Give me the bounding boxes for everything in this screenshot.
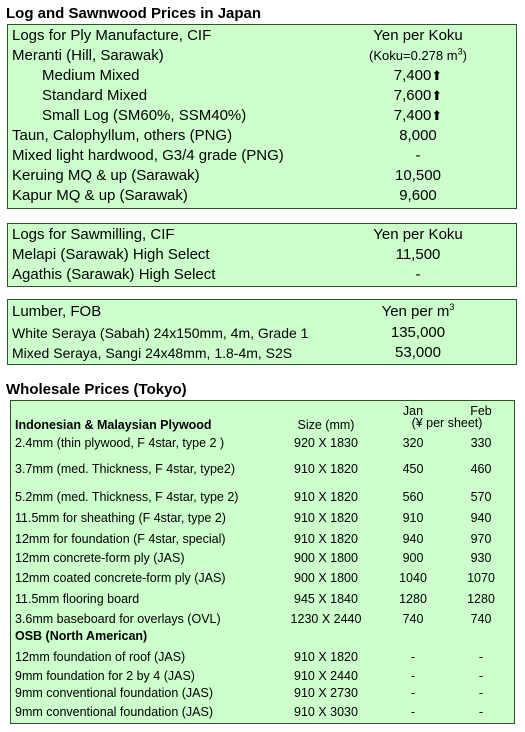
up-arrow-icon: ⬆ — [431, 108, 443, 123]
ply-log-row: Mixed light hardwood, G3/4 grade (PNG) - — [12, 147, 421, 164]
ply-logs-unit: Yen per Koku — [373, 27, 463, 44]
ply-log-row: Taun, Calophyllum, others (PNG) 8,000 — [12, 127, 437, 144]
jan-header: Jan — [402, 404, 424, 418]
saw-log-row: Agathis (Sarawak) High Select - — [12, 266, 421, 283]
wholesale-panel: Jan Feb Indonesian & Malaysian Plywood Size (mm) (¥ per sheet) 2.4mm (thin plywood, F 4star, type 2 ) 920 X 1830 320 330 3.7mm (med. Thickness, F 4star, type2) 910 X 1820 450 460 5.2mm (med. Thickness, F 4star, type 2) 910 X 1820 560 570 11.5mm for sheathing (F 4star, type 2) 910 X 1820 910 940 12mm for foundation (F 4star, special) 910 X 1820 940 970 12mm concrete-form ply (JAS) 900 X 1800 900 930 12mm coated concrete-form ply (JAS) 900 X 1800 1040 1070 11.5mm flooring board 945 X 1840 1280 1280 3.6mm baseboard for overlays (OVL) 1230 X 2440 740 740 OSB (North American) 12mm foundation of roof (JAS) 910 X 1820 - - 9mm foundation for 2 by 4 (JAS) 910 X 2440 - - 9mm conventional foundation (JAS) 910 X 2730 - - 9mm conventional foundation (JAS) 910 X 3030 - - — [10, 400, 515, 724]
group-osb-label: OSB (North American) — [15, 629, 148, 643]
lumber-unit: Yen per $m^3$ — [381, 302, 455, 320]
group-plywood-label: Indonesian & Malaysian Plywood — [15, 418, 212, 432]
lumber-panel — [7, 299, 517, 365]
saw-logs-panel — [7, 223, 517, 287]
saw-log-row: Melapi (Sarawak) High Select 11,500 — [12, 246, 441, 263]
koku-note: (Koku=0.278 $m^3$) — [369, 46, 467, 63]
size-header: Size (mm) — [297, 418, 355, 432]
ply-log-row: Kapur MQ & up (Sarawak) 9,600 — [12, 187, 437, 204]
ply-log-row: Medium Mixed 7,400⬆ — [42, 67, 443, 84]
saw-logs-unit: Yen per Koku — [373, 226, 463, 243]
ply-log-row: Standard Mixed 7,600⬆ — [42, 87, 443, 104]
up-arrow-icon: ⬆ — [431, 88, 443, 103]
ply-logs-panel — [7, 24, 517, 209]
up-arrow-icon: ⬆ — [431, 68, 443, 83]
lumber-header: Lumber, FOB — [12, 303, 102, 320]
ply-log-row: Small Log (SM60%, SSM40%) 7,400⬆ — [42, 107, 443, 124]
lumber-row: Mixed Seraya, Sangi 24x48mm, 1.8-4m, S2S 53,000 — [12, 344, 441, 361]
meranti-label: Meranti (Hill, Sarawak) — [12, 47, 164, 64]
wholesale-title: Wholesale Prices (Tokyo) — [6, 381, 187, 398]
feb-header: Feb — [470, 404, 492, 418]
unit-header: (¥ per sheet) — [411, 416, 483, 430]
saw-logs-header: Logs for Sawmilling, CIF — [12, 226, 175, 243]
lumber-row: White Seraya (Sabah) 24x150mm, 4m, Grade 1 135,000 — [12, 324, 446, 341]
ply-log-row: Keruing MQ & up (Sarawak) 10,500 — [12, 167, 441, 184]
page-title: Log and Sawnwood Prices in Japan — [6, 5, 262, 22]
ply-logs-header: Logs for Ply Manufacture, CIF — [12, 27, 212, 44]
